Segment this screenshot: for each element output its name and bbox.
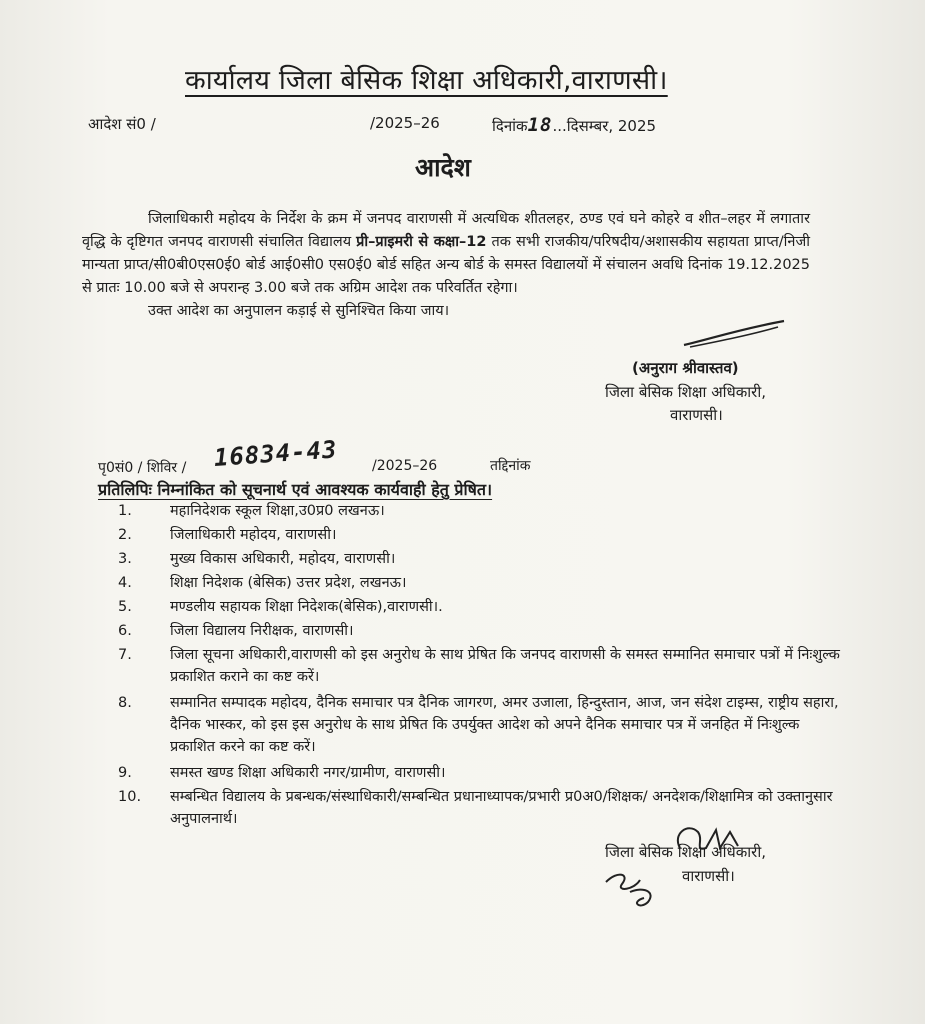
date-day-handwritten: 18 — [527, 114, 553, 136]
list-item: 3. मुख्य विकास अधिकारी, महोदय, वाराणसी। — [118, 551, 396, 567]
copy-heading: प्रतिलिपिः निम्नांकित को सूचनार्थ एवं आवश्यक कार्यवाही हेतु प्रेषित। — [98, 480, 493, 499]
order-body — [82, 208, 810, 323]
class-range-emphasis: प्री–प्राइमरी से कक्षा–12 — [356, 234, 487, 250]
list-item: 2. जिलाधिकारी महोदय, वाराणसी। — [118, 527, 337, 543]
list-item: 9. समस्त खण्ड शिक्षा अधिकारी नगर/ग्रामीण, वाराणसी। — [118, 765, 446, 781]
order-heading: आदेश — [415, 153, 471, 182]
signature-scribble-1 — [680, 315, 790, 355]
office-title: कार्यालय जिला बेसिक शिक्षा अधिकारी,वाराणसी। — [185, 65, 668, 96]
copy-ref-label: पृ0सं0 / शिविर / — [98, 460, 187, 476]
signatory-place: वाराणसी। — [670, 406, 723, 424]
initials-scribble — [600, 862, 670, 912]
distribution-list — [118, 500, 848, 830]
order-paragraph-2: उक्त आदेश का अनुपालन कड़ाई से सुनिश्चित किया जाय। — [148, 303, 450, 319]
order-year: /2025–26 — [370, 114, 440, 132]
copy-ref-date: तद्दिनांक — [490, 458, 531, 474]
signatory-name: (अनुराग श्रीवास्तव) — [632, 359, 739, 377]
list-item: 7. जिला सूचना अधिकारी,वाराणसी को इस अनुरोध के साथ प्रेषित कि जनपद वाराणसी के समस्त सम्मानित समाचार पत्रों में निःशुल्क प्रकाशित कराने का कष्ट करें। — [118, 647, 840, 685]
copy-ref-year: /2025–26 — [372, 458, 438, 474]
order-number-label: आदेश सं0 / — [88, 115, 156, 133]
list-item: 1. महानिदेशक स्कूल शिक्षा,उ0प्र0 लखनऊ। — [118, 503, 385, 519]
copy-ref-number-handwritten: 16834-43 — [213, 435, 339, 472]
list-item: 8. सम्मानित सम्पादक महोदय, दैनिक समाचार पत्र दैनिक जागरण, अमर उजाला, हिन्दुस्तान, आज, जन संदेश टाइम्स, राष्ट्रीय सहारा, दैनिक भास्कर, को इस इस अनुरोध के साथ प्रेषित कि उपर्युक्त आदेश को अपने दैनिक समाचार पत्र में जनहित में निःशुल्क प्रकाशित करने का कष्ट करें। — [118, 695, 839, 755]
order-paragraph-1: जिलाधिकारी महोदय के निर्देश के क्रम में जनपद वाराणसी में अत्यधिक शीतलहर, ठण्ड एवं घने कोहरे व शीत–लहर में लगातार वृद्धि के दृष्टिगत जनपद वाराणसी संचालित विद्यालय प्री–प्राइमरी से कक्षा–12 तक सभी राजकीय/परिषदीय/अशासकीय सहायता प्राप्त/निजी मान्यता प्राप्त/सी0बी0एस0ई0 बोर्ड आई0सी0 एस0ई0 बोर्ड सहित अन्य बोर्ड के समस्त विद्यालयों में संचालन अवधि दिनांक 19.12.2025 से प्रातः 10.00 बजे से अपरान्ह 3.00 बजे तक अग्रिम आदेश तक परिवर्तित रहेगा। — [82, 211, 810, 296]
date-month-year: ...दिसम्बर, 2025 — [552, 117, 657, 135]
signatory-2-designation: जिला बेसिक शिक्षा अधिकारी, — [605, 843, 766, 861]
list-item: 4. शिक्षा निदेशक (बेसिक) उत्तर प्रदेश, लखनऊ। — [118, 575, 407, 591]
order-date — [492, 114, 656, 136]
date-prefix: दिनांक — [492, 117, 528, 135]
list-item: 6. जिला विद्यालय निरीक्षक, वाराणसी। — [118, 623, 354, 639]
signatory-2-place: वाराणसी। — [682, 867, 735, 885]
list-item: 10. सम्बन्धित विद्यालय के प्रबन्धक/संस्थाधिकारी/सम्बन्धित प्रधानाध्यापक/प्रभारी प्र0अ0/शिक्षक/ अनदेशक/शिक्षामित्र को उक्तानुसार अनुपालनार्थ। — [118, 789, 833, 827]
signatory-designation: जिला बेसिक शिक्षा अधिकारी, — [605, 383, 766, 401]
list-item: 5. मण्डलीय सहायक शिक्षा निदेशक(बेसिक),वाराणसी।. — [118, 599, 443, 615]
